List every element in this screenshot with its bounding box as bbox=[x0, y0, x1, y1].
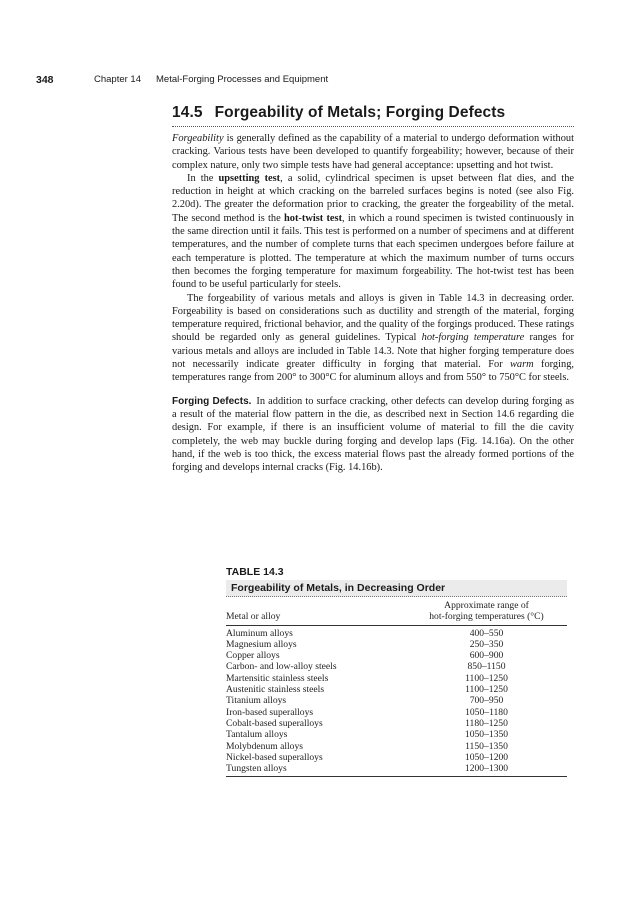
term-hot-forging-temperature: hot-forging temperature bbox=[421, 332, 525, 344]
cell-metal: Nickel-based superalloys bbox=[226, 751, 323, 763]
cell-temperature-range: 1100–1250 bbox=[465, 684, 508, 696]
cell-temperature-range: 1180–1250 bbox=[465, 717, 508, 729]
table-row bbox=[226, 639, 567, 650]
chapter-label: Chapter 14 bbox=[94, 74, 142, 85]
cell-metal: Iron-based superalloys bbox=[226, 706, 314, 718]
cell-temperature-range: 1150–1350 bbox=[465, 740, 508, 752]
chapter-title: Metal-Forging Processes and Equipment bbox=[156, 74, 329, 85]
paragraph-text: forging, temperatures range from 200° to 300°C for aluminum alloys and from 550° to 750°C for steels. bbox=[172, 359, 574, 384]
table-row bbox=[226, 729, 567, 740]
term-warm: warm bbox=[509, 359, 534, 371]
term-hot-twist-test: hot-twist test bbox=[283, 212, 343, 224]
cell-metal: Titanium alloys bbox=[226, 695, 287, 707]
cell-temperature-range: 1050–1350 bbox=[464, 729, 509, 741]
cell-metal: Magnesium alloys bbox=[226, 638, 297, 650]
running-head bbox=[36, 74, 596, 88]
table-row bbox=[226, 628, 567, 639]
cell-metal: Tungsten alloys bbox=[226, 763, 287, 775]
column-header-temperature bbox=[406, 600, 567, 623]
cell-metal: Aluminum alloys bbox=[226, 627, 293, 639]
table-caption: TABLE 14.3 bbox=[226, 566, 284, 578]
section-heading bbox=[172, 104, 574, 127]
paragraph-table-reference bbox=[172, 292, 574, 385]
cell-metal: Cobalt-based superalloys bbox=[226, 717, 323, 729]
table-row bbox=[226, 752, 567, 763]
table-row bbox=[226, 684, 567, 695]
cell-temperature-range: 400–550 bbox=[469, 627, 504, 639]
cell-metal: Austenitic stainless steels bbox=[226, 684, 325, 696]
paragraph-text: , in which a round specimen is twisted continuously in the same direction until it fails. This test is performed on a number of specimens and at different temperatures, and the number of complete turns that each specimen undergoes before failure at each temperature is plotted. The temperature at which the maximum number of turns occurs then becomes the forging temperature for maximum forgeability. The hot-twist test has been found to be useful particularly for steels. bbox=[172, 212, 574, 291]
table-title: Forgeability of Metals, in Decreasing Order bbox=[226, 580, 567, 597]
forgeability-table bbox=[226, 600, 567, 777]
paragraph-text: , a solid, cylindrical specimen is upset between flat dies, and the reduction in height at which cracking on the barreled surfaces begins is noted (see also Fig. 2.20d). The greater the deformation prior to cracking, the greater the forgeability of the metal. The second method is the bbox=[172, 172, 575, 224]
paragraph-forgeability-definition bbox=[172, 132, 574, 172]
table-body bbox=[226, 628, 567, 775]
table-row bbox=[226, 661, 567, 672]
cell-metal: Tantalum alloys bbox=[226, 729, 288, 741]
column-header-metal: Metal or alloy bbox=[226, 611, 281, 623]
run-in-heading-forging-defects: Forging Defects. bbox=[172, 395, 252, 407]
paragraph-text: In the bbox=[187, 172, 219, 184]
cell-temperature-range: 600–900 bbox=[469, 650, 504, 662]
table-row bbox=[226, 741, 567, 752]
body-text bbox=[172, 132, 574, 474]
paragraph-text: is generally defined as the capability of a material to undergo deformation without cracking. Various tests have been developed to quantify forgeability; however, because of their complex nature, only two simple tests have had general acceptance: upsetting and hot twist. bbox=[172, 133, 574, 171]
cell-temperature-range: 1200–1300 bbox=[464, 763, 509, 775]
cell-temperature-range: 1100–1250 bbox=[465, 672, 508, 684]
section-title: Forgeability of Metals; Forging Defects bbox=[214, 104, 506, 121]
table-row bbox=[226, 673, 567, 684]
section-number: 14.5 bbox=[172, 104, 203, 121]
table-header-row bbox=[226, 600, 567, 626]
term-upsetting-test: upsetting test bbox=[218, 172, 281, 184]
paragraph-tests bbox=[172, 172, 574, 292]
cell-temperature-range: 250–350 bbox=[469, 638, 504, 650]
cell-metal: Copper alloys bbox=[226, 650, 280, 662]
table-row bbox=[226, 763, 567, 774]
cell-temperature-range: 850–1150 bbox=[467, 661, 506, 673]
column-header-line: hot-forging temperatures (°C) bbox=[429, 611, 544, 623]
cell-metal: Martensitic stainless steels bbox=[226, 672, 329, 684]
term-forgeability: Forgeability bbox=[172, 133, 224, 144]
cell-temperature-range: 1050–1200 bbox=[464, 751, 509, 763]
column-header-line: Approximate range of bbox=[444, 600, 529, 611]
cell-temperature-range: 1050–1180 bbox=[465, 706, 508, 718]
page-number: 348 bbox=[36, 74, 54, 86]
table-row bbox=[226, 695, 567, 706]
cell-metal: Carbon- and low-alloy steels bbox=[226, 661, 337, 673]
table-row bbox=[226, 718, 567, 729]
cell-metal: Molybdenum alloys bbox=[226, 740, 304, 752]
cell-temperature-range: 700–950 bbox=[469, 695, 504, 707]
paragraph-text: ranges for various metals and alloys are included in Table 14.3. Note that higher forging temperature does not necessarily indicate greater difficulty in forging that material. For bbox=[172, 332, 574, 371]
table-bottom-rule bbox=[226, 776, 567, 777]
table-row bbox=[226, 650, 567, 661]
paragraph-forging-defects bbox=[172, 395, 574, 475]
paragraph-text: The forgeability of various metals and alloys is given in Table 14.3 in decreasing order. Forgeability is based on considerations such as ductility and strength of the material, forging temperature required, frictional behavior, and the quality of the forgings produced. These ratings should be regarded only as general guidelines. Typical bbox=[172, 292, 574, 344]
table-row bbox=[226, 707, 567, 718]
paragraph-text: In addition to surface cracking, other defects can develop during forging as a result of the material flow pattern in the die, as described next in Section 14.6 regarding die design. For example, if there is an insufficient volume of material to fill the die cavity completely, the web may buckle during forging and develop laps (Fig. 14.16a). On the other hand, if the web is too thick, the excess material flows past the already formed portions of the forging and develops internal cracks (Fig. 14.16b). bbox=[172, 395, 574, 474]
